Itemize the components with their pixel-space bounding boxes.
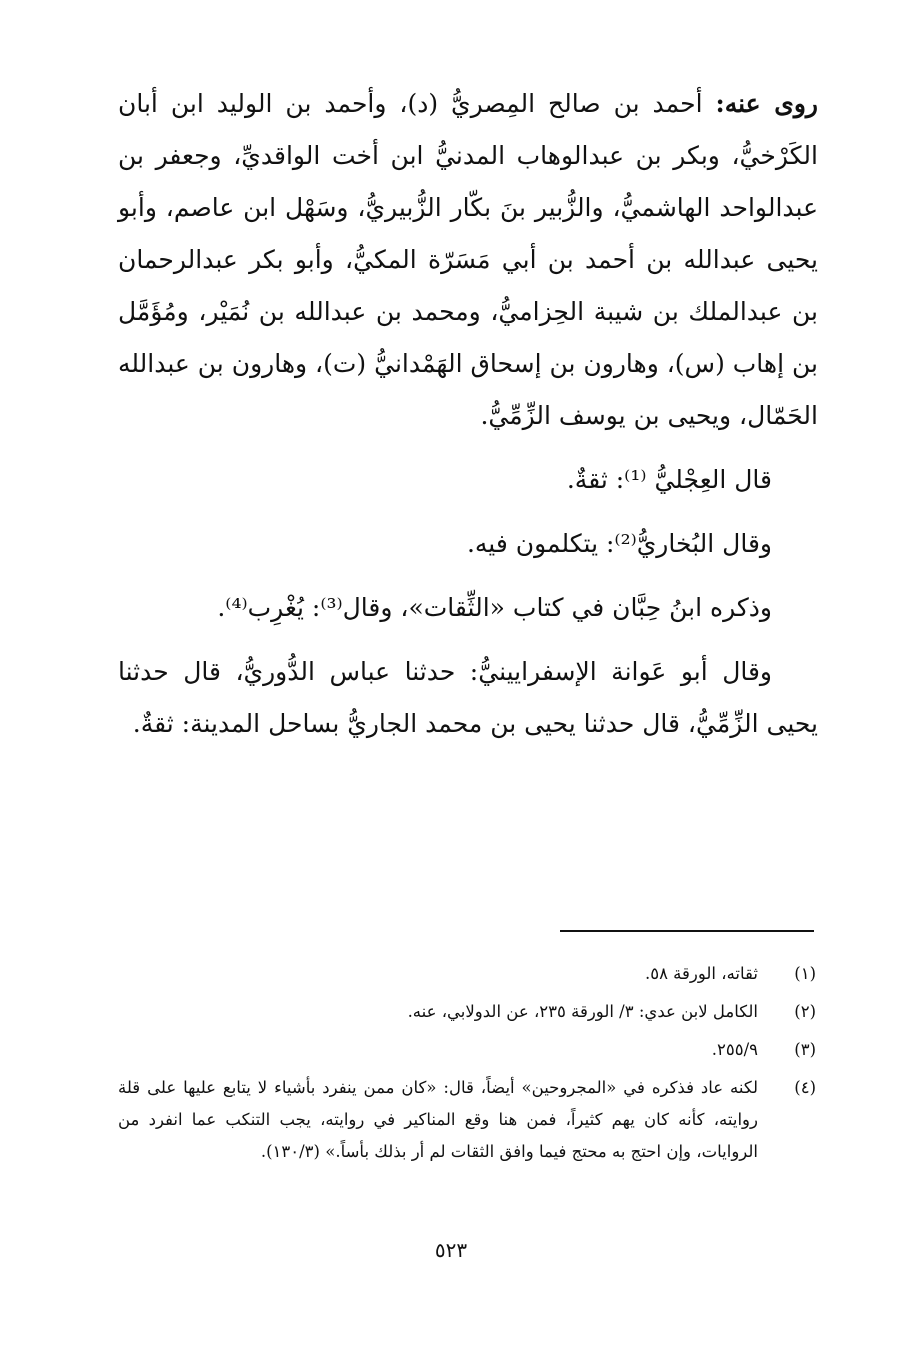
footnote-item xyxy=(118,1034,816,1066)
ijli-statement: قال العِجْليُّ ⁽¹⁾: ثقةٌ. xyxy=(566,465,772,494)
bukhari-statement: وقال البُخاريُّ⁽²⁾: يتكلمون فيه. xyxy=(466,529,772,558)
footnote-number: (٣) xyxy=(794,1040,816,1059)
page-number: ٥٢٣ xyxy=(434,1238,468,1262)
footnote-number: (٤) xyxy=(794,1078,816,1097)
main-text xyxy=(118,78,818,750)
abu-awana-statement: وقال أبو عَوانة الإسفرايينيُّ: حدثنا عباس الدُّوريُّ، قال حدثنا يحيى الزِّمِّيُّ، قال حدثنا يحيى بن محمد الجاريُّ بساحل المدينة: ثقةٌ. xyxy=(118,657,818,738)
footnote-item xyxy=(118,958,816,990)
footnote-text: لكنه عاد فذكره في «المجروحين» أيضاً، قال: «كان ممن ينفرد بأشياء لا يتابع عليها على قلة روايته، كأنه كان يهم كثيراً، فمن هنا وقع المناكير في روايته، يجب التنكب عما انفرد من الروايات، وإن احتج به محتج فيما وافق الثقات لم أر بذلك بأساً.» (١٣٠/٣). xyxy=(118,1078,758,1161)
footnote-number: (١) xyxy=(794,964,816,983)
narrators-list: أحمد بن صالح المِصريُّ (د)، وأحمد بن الوليد ابن أبان الكَرْخيُّ، وبكر بن عبدالوهاب المدنيُّ ابن أخت الواقديِّ، وجعفر بن عبدالواحد الهاشميُّ، والزُّبير بنَ بكّار الزُّبيريُّ، وسَهْل ابن عاصم، وأبو يحيى عبدالله بن أحمد بن أبي مَسَرّة المكيُّ، وأبو بكر عبدالرحمان بن عبدالملك بن شيبة الحِزاميُّ، ومحمد بن عبدالله بن نُمَيْر، ومُؤَمَّل بن إهاب (س)، وهارون بن إسحاق الهَمْدانيُّ (ت)، وهارون بن عبدالله الحَمّال، ويحيى بن يوسف الزِّمِّيُّ. xyxy=(118,89,818,430)
footnote-text: الكامل لابن عدي: ٣/ الورقة ٢٣٥، عن الدولابي، عنه. xyxy=(407,1002,758,1021)
footnote-item xyxy=(118,996,816,1028)
narrators-label: روى عنه: xyxy=(715,89,818,118)
ibn-hibban-statement: وذكره ابنُ حِبَّان في كتاب «الثِّقات»، وقال⁽³⁾: يُغْرِب⁽⁴⁾. xyxy=(217,593,772,622)
footnote-number: (٢) xyxy=(794,1002,816,1021)
narrators-paragraph xyxy=(118,78,818,442)
footnote-separator xyxy=(560,930,814,932)
footnote-text: ثقاته، الورقة ٥٨. xyxy=(644,964,758,983)
footnotes xyxy=(118,958,816,1174)
footnote-item xyxy=(118,1072,816,1168)
footnote-text: ٢٥٥/٩. xyxy=(711,1040,758,1059)
